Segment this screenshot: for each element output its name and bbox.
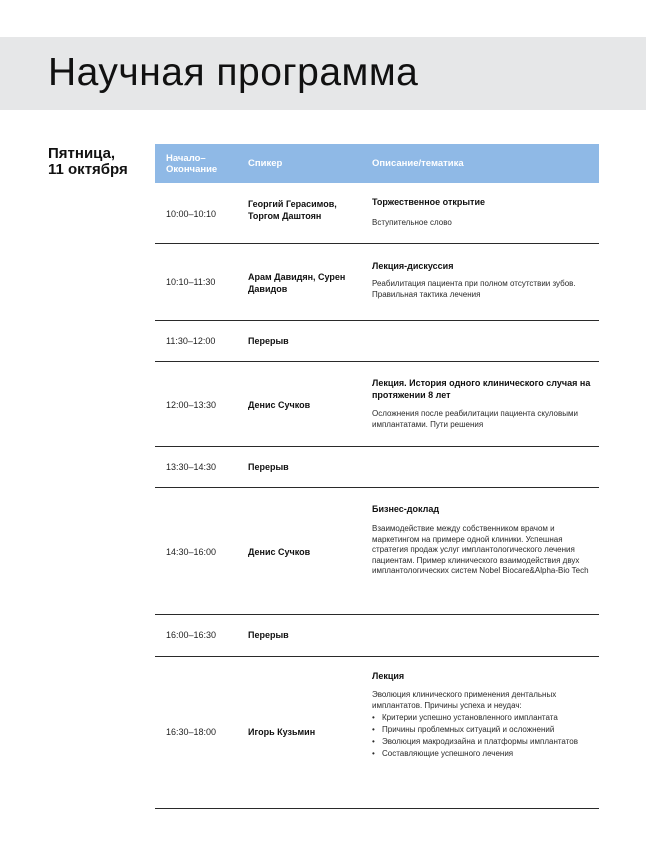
schedule-table [155, 144, 599, 809]
header-time-start: Начало– [166, 153, 206, 164]
row-speaker: Арам Давидян, Сурен Давидов [248, 272, 346, 294]
table-header [155, 144, 599, 183]
header-description: Описание/тематика [372, 158, 464, 169]
row-text: Реабилитация пациента при полном отсутствии зубов. Правильная тактика лечения [372, 279, 576, 299]
table-row [155, 321, 599, 362]
list-item: • Критерии успешно установленного имплантата [372, 713, 597, 724]
row-time: 13:30–14:30 [166, 462, 217, 472]
day-label [48, 146, 148, 178]
row-time: 16:30–18:00 [166, 727, 217, 737]
row-description [372, 377, 597, 430]
row-title: Торжественное открытие [372, 197, 485, 207]
list-item: • Эволюция макродизайна и платформы имплантатов [372, 737, 597, 748]
table-row [155, 447, 599, 488]
row-speaker: Георгий Герасимов, Торгом Даштоян [248, 199, 337, 221]
table-row [155, 362, 599, 447]
row-speaker: Перерыв [248, 630, 289, 640]
row-title: Лекция-дискуссия [372, 261, 454, 271]
day-label-date: 11 октября [48, 161, 128, 178]
header-time [166, 153, 236, 175]
row-text: Вступительное слово [372, 218, 452, 227]
row-title: Лекция [372, 671, 405, 681]
page-title: Научная программа [48, 51, 419, 94]
row-time: 14:30–16:00 [166, 547, 217, 557]
row-time: 12:00–13:30 [166, 400, 217, 410]
row-speaker: Перерыв [248, 336, 289, 346]
row-description [372, 196, 597, 229]
row-time: 11:30–12:00 [166, 336, 216, 346]
row-description [372, 260, 597, 300]
row-speaker: Игорь Кузьмин [248, 727, 316, 737]
table-row [155, 615, 599, 657]
row-time: 16:00–16:30 [166, 630, 217, 640]
row-title: Бизнес-доклад [372, 504, 440, 514]
row-speaker: Денис Сучков [248, 400, 311, 410]
row-description [372, 670, 597, 759]
day-label-weekday: Пятница, [48, 145, 116, 162]
list-item: • Причины проблемных ситуаций и осложнений [372, 725, 597, 736]
row-text: Осложнения после реабилитации пациента скуловыми имплантатами. Пути решения [372, 409, 578, 429]
row-speaker: Перерыв [248, 462, 289, 472]
row-time: 10:10–11:30 [166, 277, 216, 287]
list-item: • Составляющие успешного лечения [372, 749, 597, 760]
table-row [155, 244, 599, 321]
table-row [155, 657, 599, 809]
table-row [155, 488, 599, 615]
row-time: 10:00–10:10 [166, 209, 217, 219]
row-text: Эволюция клинического применения дентальных имплантатов. Причины успеха и неудач: [372, 690, 557, 710]
header-speaker: Спикер [248, 158, 283, 169]
row-text: Взаимодействие между собственником врачом и маркетингом на примере одной клиники. Успешная стратегия продаж услуг имплантологического лечения пациентам. Пример клинического взаимодействия двух имплантологических систем Nobel Biocare&Alpha-Bio Tech [372, 524, 589, 575]
table-row [155, 183, 599, 244]
row-bullet-list [372, 713, 597, 760]
header-time-end: Окончание [166, 164, 218, 175]
row-title: Лекция. История одного клинического случая на протяжении 8 лет [372, 378, 591, 400]
row-description [372, 503, 594, 577]
row-speaker: Денис Сучков [248, 547, 311, 557]
